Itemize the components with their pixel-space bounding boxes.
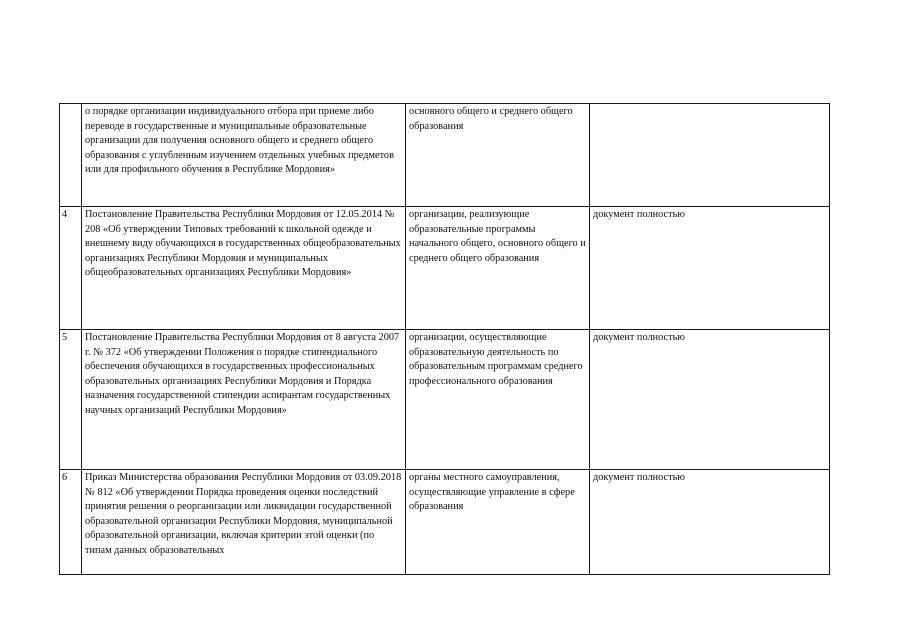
document-title: Приказ Министерства образования Республики Мордовия от 03.09.2018 № 812 «Об утверждении Порядка проведения оценки последствий принятия решения о реорганизации или ликвидации государственной образовательной организации Республики Мордовия, муниципальной образовательной организации, включая критерии этой оценки (по типам данных образовательных: [85, 472, 402, 556]
table-row: [60, 104, 830, 207]
document-title: о порядке организации индивидуального отбора при приеме либо переводе в государственные и муниципальные образовательные организации для получения основного общего и среднего общего образования с углубленным изучением отдельных учебных предметов или для профильного обучения в Республике Мордовия»: [85, 106, 394, 176]
row-number-text: 4: [62, 209, 68, 220]
row-number: [60, 330, 82, 470]
document-cell: [82, 104, 406, 207]
subjects-text: основного общего и среднего общего образования: [409, 106, 573, 132]
row-number: [60, 207, 82, 330]
document-title: Постановление Правительства Республики Мордовия от 8 августа 2007 г. № 372 «Об утверждении Положения о порядке стипендиального обеспечения обучающихся в государственных профессиональных образовательных организациях Республики Мордовия и Порядка назначения государственной стипендии аспирантам государственных научных организаций Республики Мордовия»: [85, 332, 400, 416]
subjects-cell: [406, 104, 590, 207]
subjects-cell: [406, 207, 590, 330]
scope-text: документ полностью: [593, 332, 685, 343]
scope-cell: [590, 104, 830, 207]
scope-cell: [590, 207, 830, 330]
document-cell: [82, 207, 406, 330]
scope-cell: [590, 470, 830, 575]
requirements-table: [59, 103, 830, 575]
subjects-text: организации, реализующие образовательные программы начального общего, основного общего и среднего общего образования: [409, 209, 586, 264]
scope-cell: [590, 330, 830, 470]
document-title: Постановление Правительства Республики Мордовия от 12.05.2014 № 208 «Об утверждении Типовых требований к школьной одежде и внешнему виду обучающихся в государственных общеобразовательных организациях Республики Мордовия и муниципальных общеобразовательных организациях Республики Мордовия»: [85, 209, 401, 279]
subjects-text: организации, осуществляющие образовательную деятельность по образовательным программам среднего профессионального образования: [409, 332, 583, 387]
scope-text: документ полностью: [593, 209, 685, 220]
document-cell: [82, 330, 406, 470]
table-row: [60, 330, 830, 470]
document-cell: [82, 470, 406, 575]
table-row: [60, 470, 830, 575]
subjects-cell: [406, 470, 590, 575]
scope-text: документ полностью: [593, 472, 685, 483]
row-number-text: 6: [62, 472, 68, 483]
row-number: [60, 470, 82, 575]
row-number-text: 5: [62, 332, 68, 343]
table-row: [60, 207, 830, 330]
subjects-text: органы местного самоуправления, осуществляющие управление в сфере образования: [409, 472, 575, 513]
subjects-cell: [406, 330, 590, 470]
row-number: [60, 104, 82, 207]
